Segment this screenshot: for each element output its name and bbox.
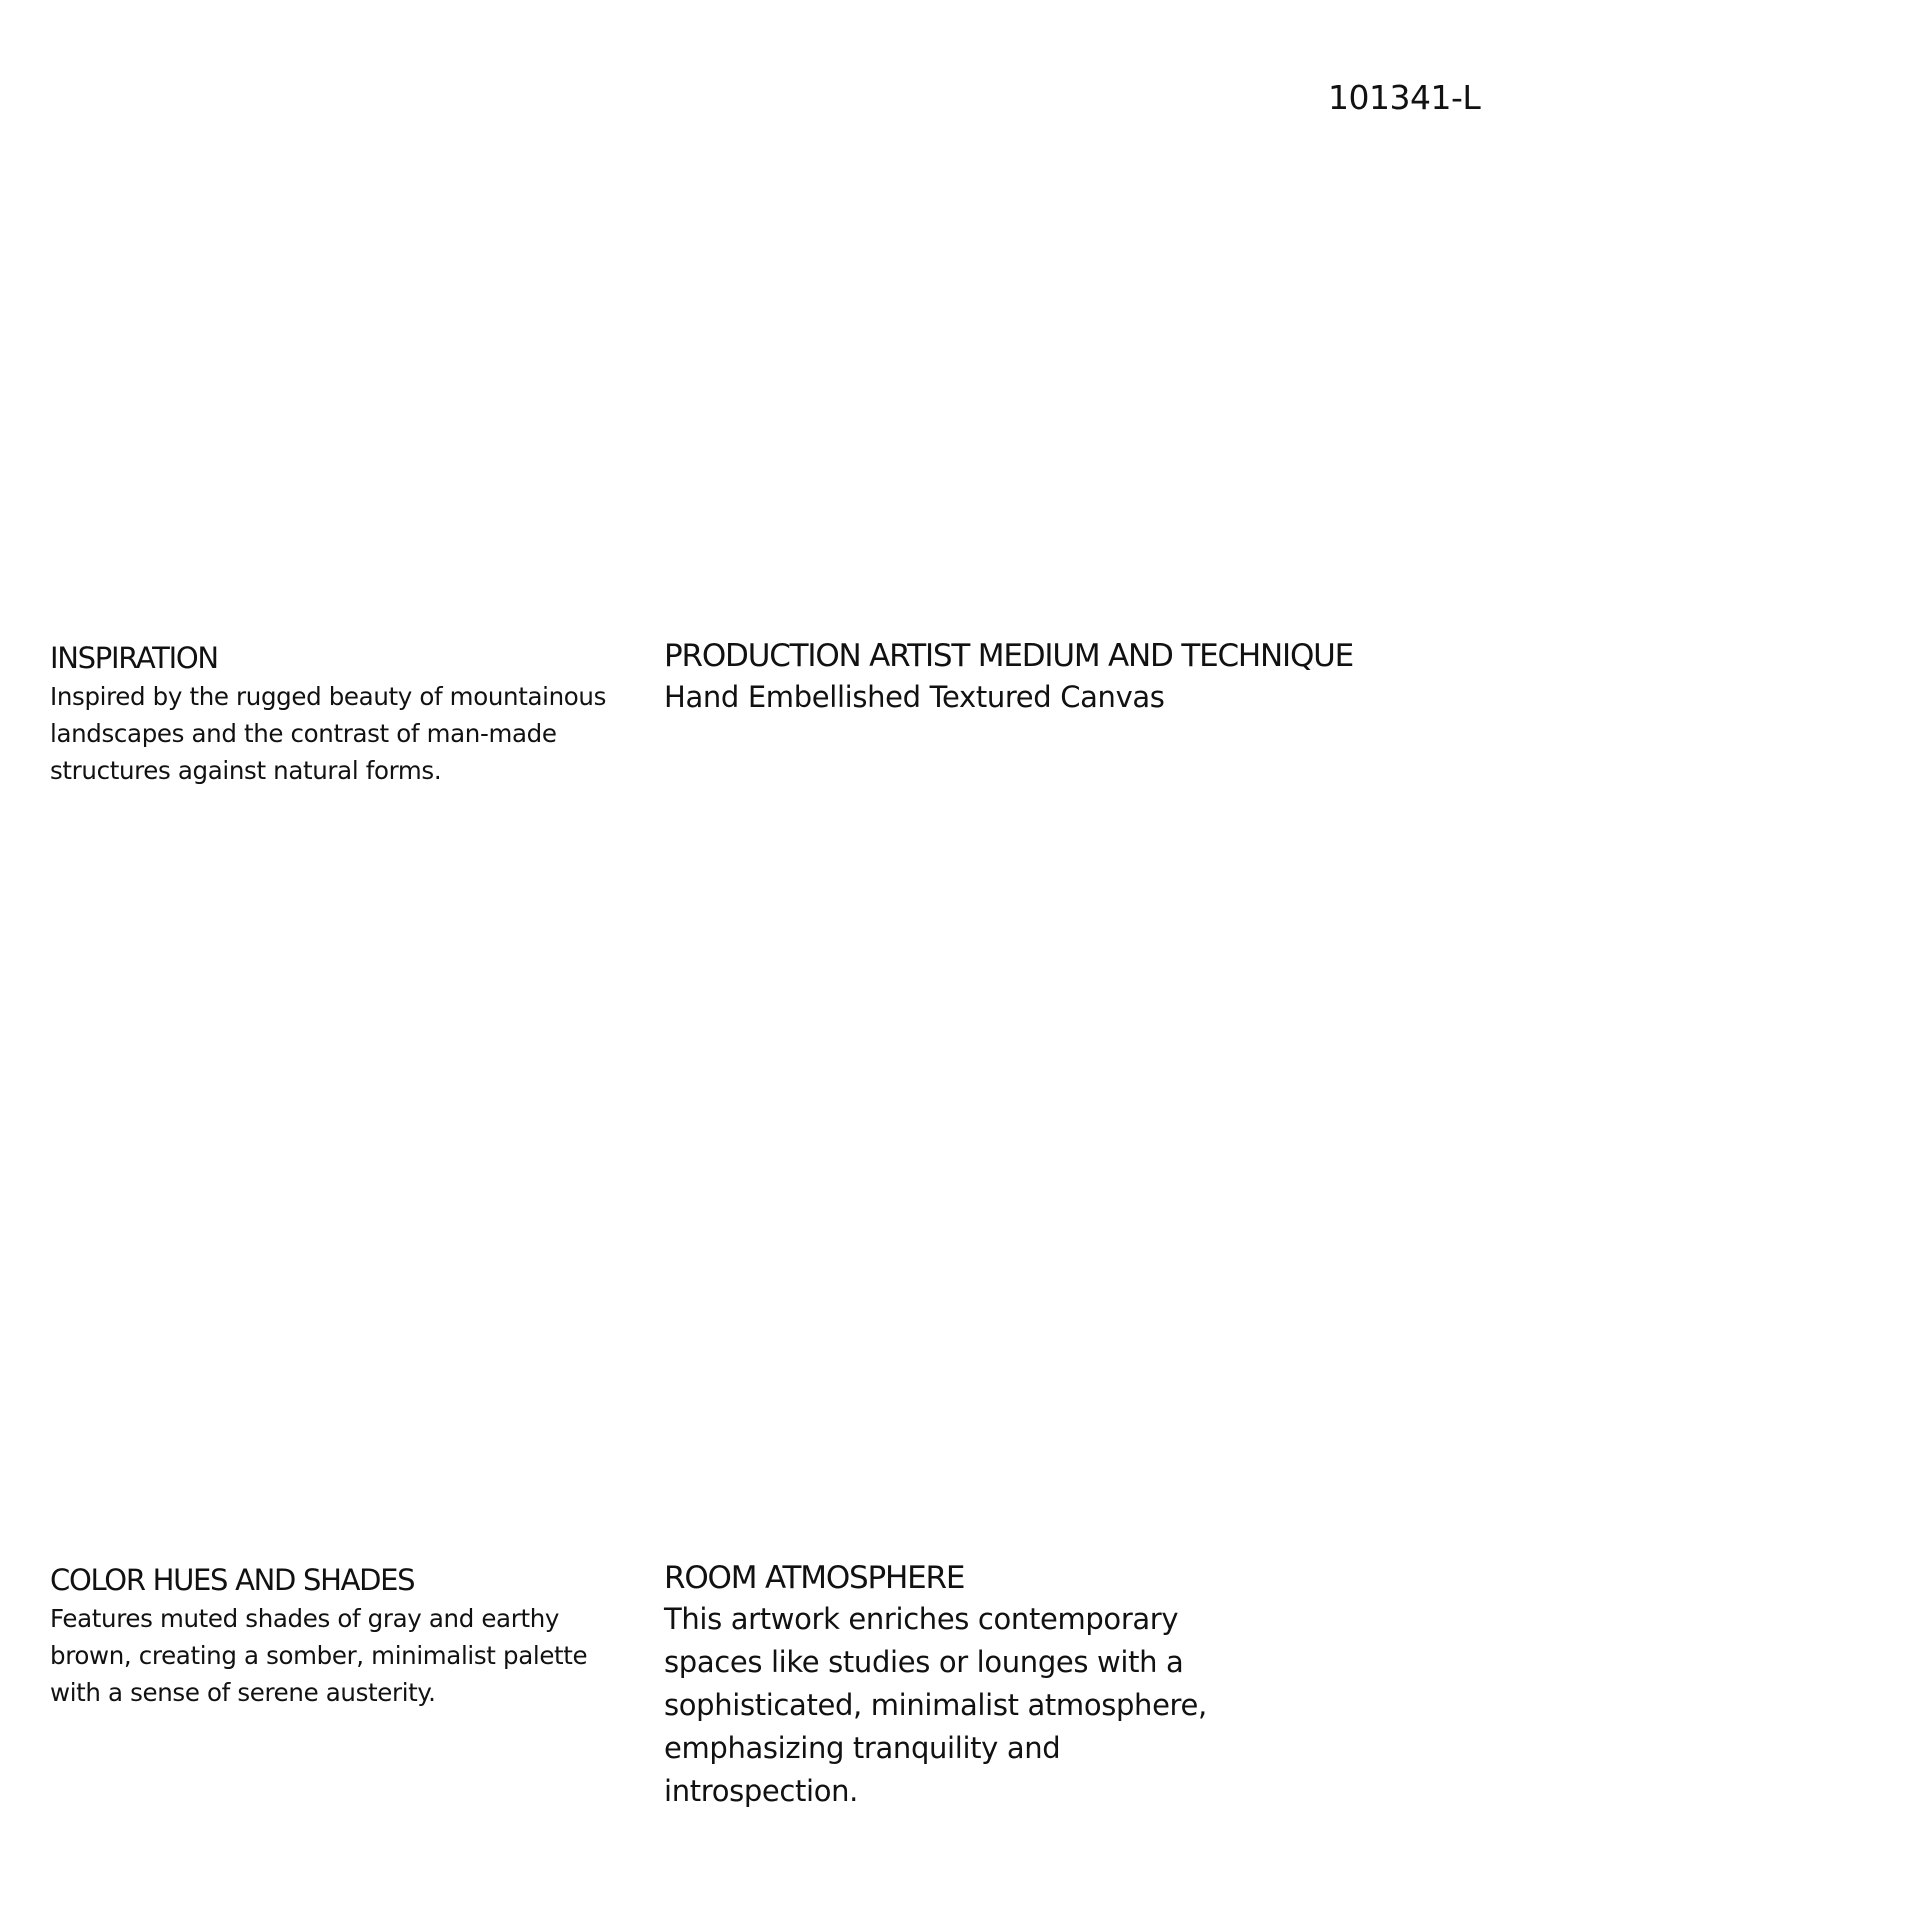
inspiration-section [50, 638, 630, 789]
medium-technique-text: Hand Embellished Textured Canvas [664, 680, 1165, 714]
medium-technique-heading: PRODUCTION ARTIST MEDIUM AND TECHNIQUE [664, 638, 1354, 674]
room-atmosphere-text: This artwork enriches contemporary spaces like studies or lounges with a sophisticated, minimalist atmosphere, emphasizing tranquility and introspection. [664, 1602, 1207, 1808]
room-atmosphere-heading: ROOM ATMOSPHERE [664, 1560, 965, 1596]
color-hues-text: Features muted shades of gray and earthy brown, creating a somber, minimalist palette with a sense of serene austerity. [50, 1604, 588, 1707]
inspiration-heading: INSPIRATION [50, 641, 218, 675]
medium-technique-section [664, 636, 1564, 719]
room-atmosphere-section [664, 1558, 1234, 1813]
product-code: 101341-L [1328, 78, 1481, 117]
color-hues-heading: COLOR HUES AND SHADES [50, 1563, 415, 1597]
inspiration-text: Inspired by the rugged beauty of mountainous landscapes and the contrast of man-made structures against natural forms. [50, 682, 606, 785]
color-hues-section [50, 1560, 630, 1711]
